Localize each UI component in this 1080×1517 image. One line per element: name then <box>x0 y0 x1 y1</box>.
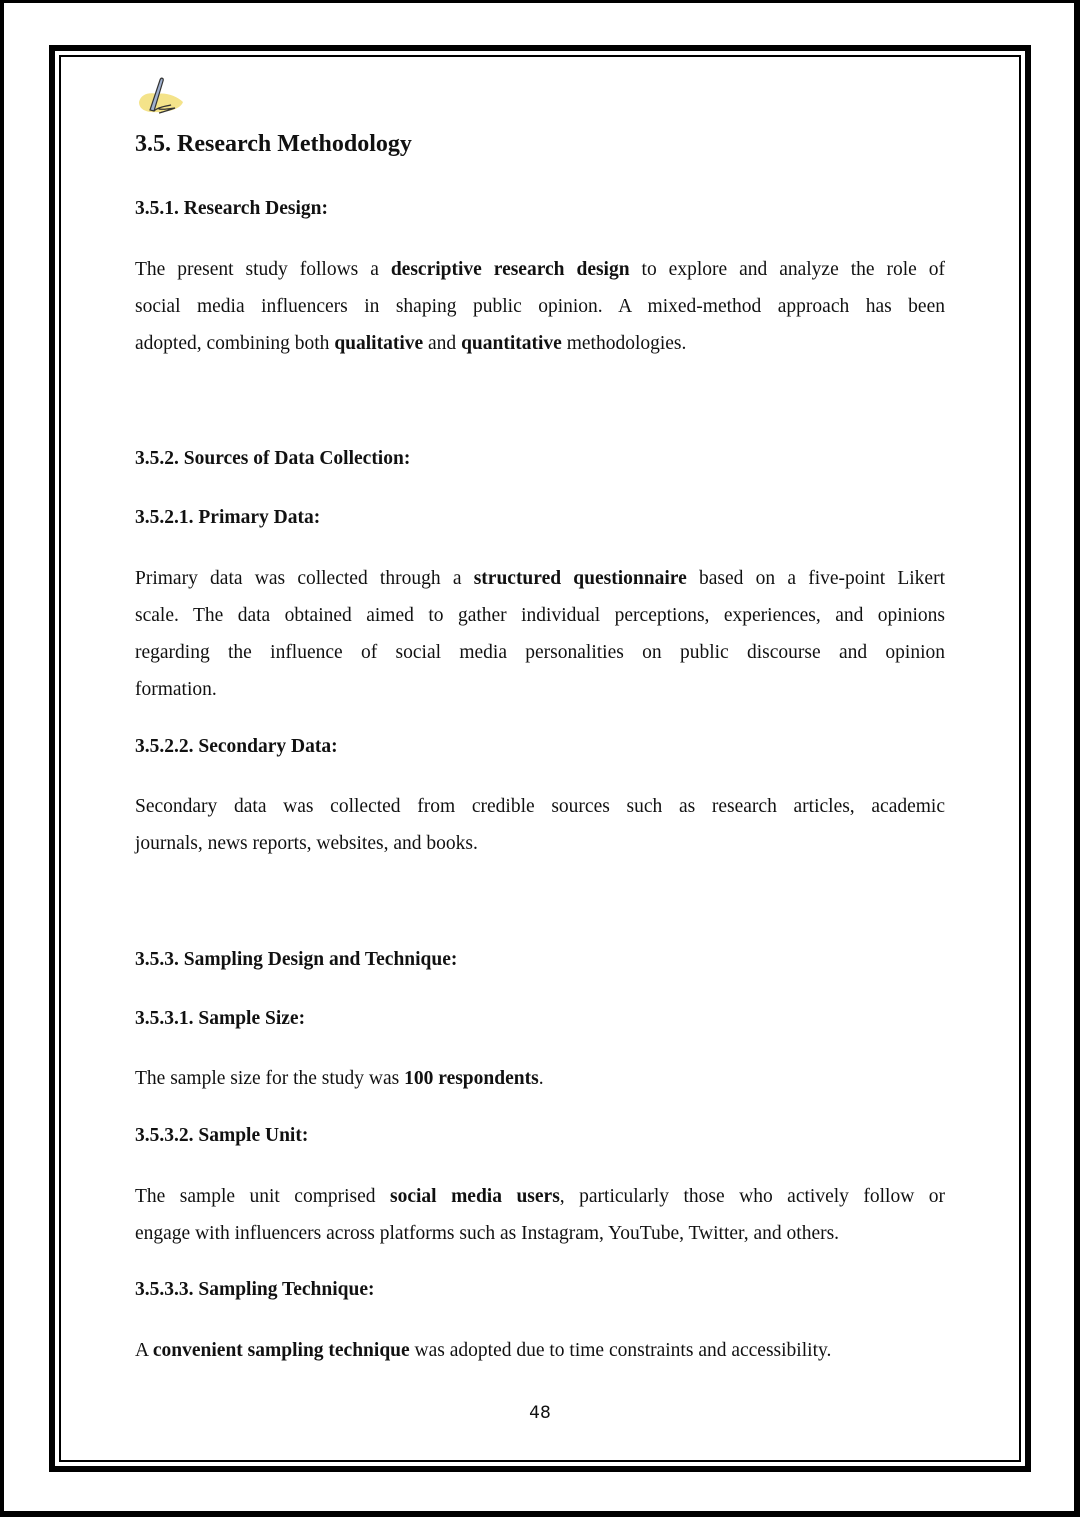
text-line: The sample size for the study was 100 respondents. <box>135 1068 544 1089</box>
heading-secondary-data: 3.5.2.2. Secondary Data: <box>135 736 338 757</box>
text-line: A convenient sampling technique was adopted due to time constraints and accessibility. <box>135 1340 832 1361</box>
heading-sampling-technique: 3.5.3.3. Sampling Technique: <box>135 1279 375 1300</box>
pen-writing-icon <box>135 72 187 116</box>
page-number: 48 <box>529 1403 551 1423</box>
text-line: journals, news reports, websites, and books. <box>135 833 478 854</box>
heading-sample-size: 3.5.3.1. Sample Size: <box>135 1008 306 1029</box>
paragraph-secondary-data <box>135 788 945 862</box>
heading-primary-data: 3.5.2.1. Primary Data: <box>135 507 321 528</box>
text-line: social media influencers in shaping public opinion. A mixed-method approach has been <box>135 296 945 317</box>
heading-sources: 3.5.2. Sources of Data Collection: <box>135 448 411 469</box>
text-line: adopted, combining both qualitative and quantitative methodologies. <box>135 333 687 354</box>
heading-sampling: 3.5.3. Sampling Design and Technique: <box>135 949 458 970</box>
text-line: The present study follows a descriptive research design to explore and analyze the role of <box>135 259 945 280</box>
paragraph-sampling-technique <box>135 1332 945 1369</box>
paragraph-sample-unit <box>135 1178 945 1252</box>
paragraph-sample-size <box>135 1060 945 1097</box>
text-line: The sample unit comprised social media users, particularly those who actively follow or <box>135 1186 945 1207</box>
text-line: regarding the influence of social media personalities on public discourse and opinion <box>135 642 945 663</box>
paragraph-research-design <box>135 251 945 362</box>
heading-research-design: 3.5.1. Research Design: <box>135 198 328 219</box>
heading-sample-unit: 3.5.3.2. Sample Unit: <box>135 1125 309 1146</box>
paragraph-primary-data <box>135 560 945 708</box>
text-line: formation. <box>135 679 217 700</box>
text-line: scale. The data obtained aimed to gather individual perceptions, experiences, and opinions <box>135 605 945 626</box>
section-title: 3.5. Research Methodology <box>135 131 412 157</box>
text-line: engage with influencers across platforms such as Instagram, YouTube, Twitter, and others. <box>135 1223 840 1244</box>
text-line: Primary data was collected through a structured questionnaire based on a five-point Likert <box>135 568 945 589</box>
text-line: Secondary data was collected from credible sources such as research articles, academic <box>135 796 945 817</box>
